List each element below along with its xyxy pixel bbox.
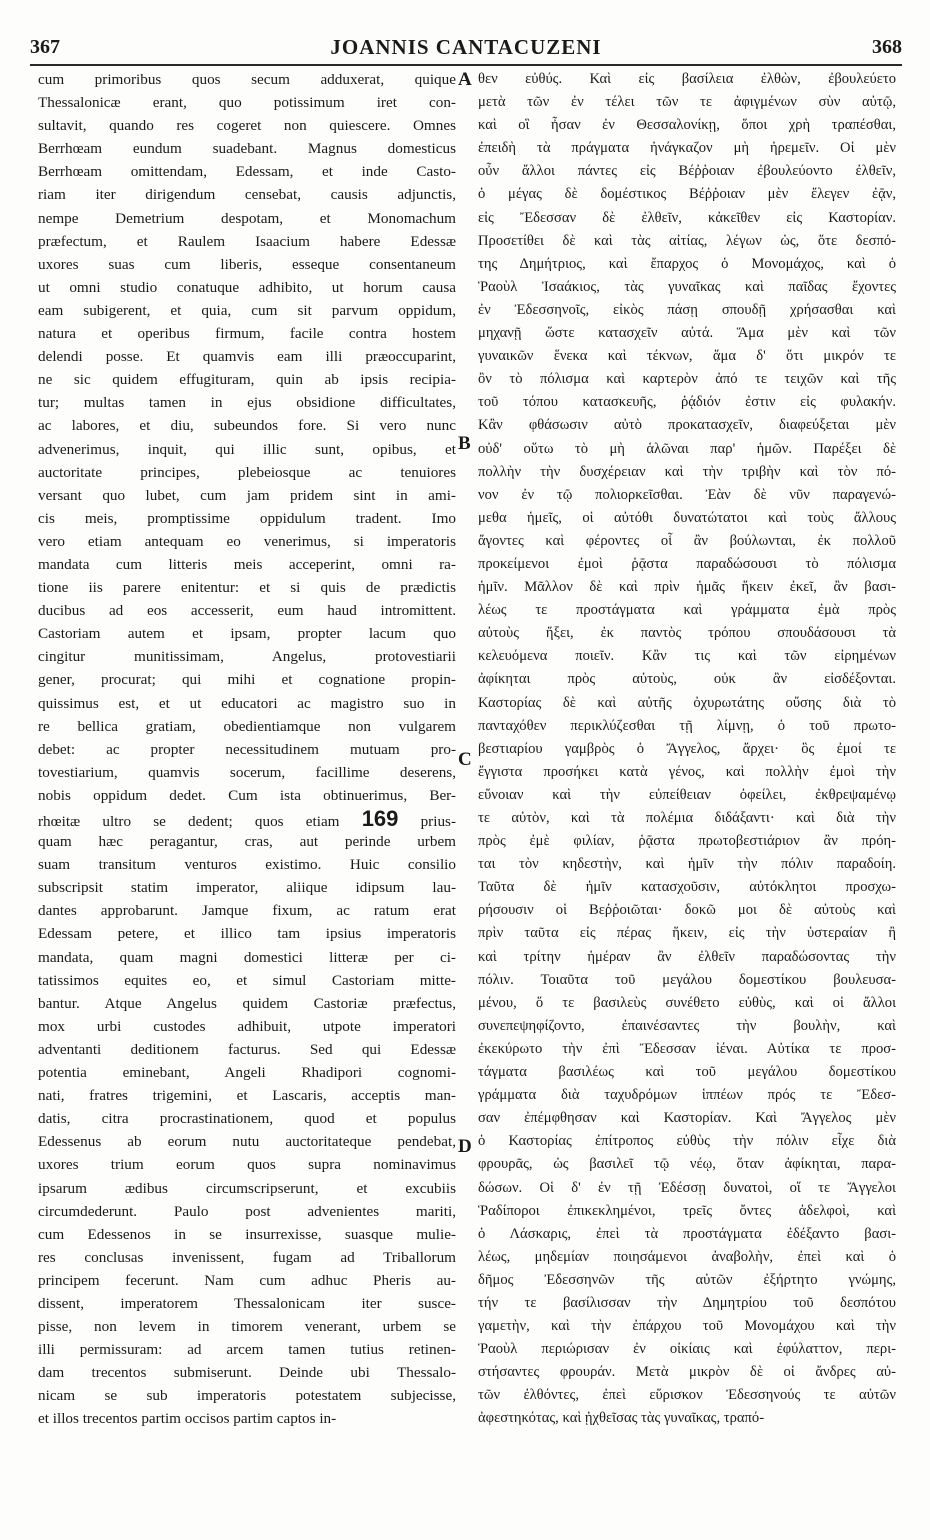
latin-text-line xyxy=(38,1177,456,1200)
latin-line-text: dissent, imperatorem Thessalonicam iter susce- xyxy=(38,1294,456,1312)
left-page-number: 367 xyxy=(30,36,60,58)
greek-text-line xyxy=(478,438,896,461)
latin-text-line xyxy=(38,1153,456,1176)
latin-line-text: præfectum, et Raulem Isaacium habere Edessæ xyxy=(38,232,456,250)
margin-letter-c: C xyxy=(458,749,472,770)
greek-line-text: τῶν ἐλθόντες, ἐπεὶ εὕρισκον Ἐδεσσηνούς τε αὐτῶν xyxy=(478,1387,896,1404)
latin-text-line xyxy=(38,1246,456,1269)
latin-text-line xyxy=(38,1384,456,1407)
latin-line-text: tur; multas tamen in ejus obsidione difficultates, xyxy=(38,394,456,412)
latin-line-text: ipsarum ædibus circumscripserunt, et excubiis xyxy=(38,1179,456,1197)
latin-line-text: auctoritate principes, plebeiosque ac tenuiores xyxy=(38,463,456,481)
greek-text-line xyxy=(478,345,896,368)
latin-line-text: Berrhœam omittendam, Edessam, et inde Casto- xyxy=(38,163,456,181)
greek-text-line xyxy=(478,553,896,576)
latin-line-text: dantes approbarunt. Jamque fixum, ac ratum erat xyxy=(38,902,456,920)
greek-text-line xyxy=(478,68,896,91)
latin-text-line xyxy=(38,276,456,299)
greek-text-line xyxy=(478,1292,896,1315)
margin-letter-b: B xyxy=(458,433,471,454)
latin-line-text: datis, citra procrastinationem, quod et populus xyxy=(38,1110,456,1128)
latin-line-text: sultavit, quando res cogeret non quiescere. Omnes xyxy=(38,117,456,135)
greek-line-text: φρουρᾶς, ὡς βασιλεῖ τῷ νέῳ, ὅταν ἀφίκηται, παρα- xyxy=(478,1156,896,1173)
greek-line-text: Προσετίθει δὲ καὶ τὰς αἰτίας, λέγων ὡς, ὅτε δεσπό- xyxy=(478,232,896,249)
greek-line-text: θεν εὐθύς. Καὶ εἰς βασίλεια ἐλθὼν, ἐβουλεύετο xyxy=(478,71,896,87)
latin-text-line xyxy=(38,1015,456,1038)
greek-text-line xyxy=(478,692,896,715)
latin-column xyxy=(38,68,456,1431)
greek-text-line xyxy=(478,899,896,922)
greek-text-line xyxy=(478,992,896,1015)
latin-line-text: nobis oppidum dedet. Cum ista obtinuerimus, Ber- xyxy=(38,786,456,804)
latin-text-line xyxy=(38,876,456,899)
latin-text-line xyxy=(38,1038,456,1061)
greek-line-text: αὐτοὺς ἥξει, ἐκ παντὸς τρόπου σπουδάσουσι τὰ xyxy=(478,625,896,642)
latin-text-line xyxy=(38,1407,456,1430)
greek-line-text: βεστιαρίου γαμβρὸς ὁ Ἄγγελος, ἄρχει· ὃς ἐμοί τε xyxy=(478,740,896,757)
greek-text-line xyxy=(478,322,896,345)
latin-line-text: cis meis, promptissime oppidulum tradent. Imo xyxy=(38,509,456,527)
greek-line-text: σαν ἐπέμφθησαν καὶ Καστορίαν. Καὶ Ἄγγελος μὲν xyxy=(478,1110,896,1127)
latin-line-text: rhœitæ ultro se dedent; quos etiam xyxy=(38,813,340,830)
latin-text-line xyxy=(38,1200,456,1223)
greek-line-text: ται τὸν κηδεστὴν, καὶ ἡμῖν τὴν πόλιν παραδοίη. xyxy=(478,856,896,873)
latin-text-line xyxy=(38,830,456,853)
greek-text-line xyxy=(478,830,896,853)
latin-text-line xyxy=(38,114,456,137)
latin-text-line xyxy=(38,1130,456,1153)
greek-text-line xyxy=(478,91,896,114)
latin-line-text: mox urbi custodes adhibuit, utpote imperatori xyxy=(38,1017,456,1035)
greek-text-line xyxy=(478,230,896,253)
latin-text-line xyxy=(38,622,456,645)
greek-column xyxy=(478,68,896,1431)
greek-line-text: ἀφεστηκότας, καὶ ᾐχθεῖσας τὰς γυναῖκας, τραπό- xyxy=(478,1410,765,1427)
latin-text-line xyxy=(38,853,456,876)
greek-line-text: πόλιν. Τοιαῦτα τοῦ μεγάλου δομεστίκου βουλευσα- xyxy=(478,971,896,988)
greek-line-text: κελευόμενα ποιεῖν. Κἂν τις καὶ τῶν εἰρημένων xyxy=(478,648,896,665)
greek-line-text: λέως, μηδεμίαν ποιησάμενοι ἀναβολὴν, ἐπεὶ καὶ ὁ xyxy=(478,1248,896,1265)
latin-text-line xyxy=(38,207,456,230)
greek-line-text: νον ἐν τῷ πολιορκεῖσθαι. Ἐὰν δὲ νῦν παραγενώ- xyxy=(478,486,896,503)
latin-line-text: quissimus est, et ut educatori ac magistro suo in xyxy=(38,694,456,712)
greek-text-line xyxy=(478,183,896,206)
latin-text-line xyxy=(38,1315,456,1338)
greek-text-line xyxy=(478,137,896,160)
greek-line-text: ἄγοντες καὶ φέροντες οἷ ἂν βούλωνται, ἐκ πολλοῦ xyxy=(478,532,896,549)
running-header xyxy=(30,32,902,66)
greek-text-line xyxy=(478,530,896,553)
greek-line-text: ρήσουσιν οἱ Βεῤῥοιῶται· δοκῶ μοι δὲ αὐτοὺς καὶ xyxy=(478,902,896,919)
latin-line-text: ac labores, et diu, subeundos fore. Si vero nunc xyxy=(38,417,456,435)
latin-text-line xyxy=(38,668,456,691)
greek-text-line xyxy=(478,414,896,437)
latin-line-text: cum Edessenos in se insurrexisse, suasque mulie- xyxy=(38,1225,456,1243)
greek-line-text: τε αὐτὸν, καὶ τὰ πολέμια διδάξαντι· καὶ διὰ τὴν xyxy=(478,810,896,826)
greek-text-line xyxy=(478,391,896,414)
latin-line-text: advenerimus, inquit, qui illic sunt, opibus, et xyxy=(38,440,456,458)
greek-line-text: τήν τε βασίλισσαν τὴν Δημητρίου τοῦ δεσπότου xyxy=(478,1294,896,1311)
latin-line-text: principem fecerunt. Nam cum adhuc Pheris au- xyxy=(38,1271,456,1289)
latin-line-text: illi permissuram: ad arcem tamen tutius retinen- xyxy=(38,1341,456,1359)
greek-text-line xyxy=(478,668,896,691)
greek-line-text: μεθα ἡμεῖς, οἱ αὐτόθι δυνατώτατοι καὶ τοὺς ἄλλους xyxy=(478,509,896,526)
greek-text-line xyxy=(478,484,896,507)
greek-text-line xyxy=(478,1130,896,1153)
latin-line-text: subscripsit statim imperator, aliique idipsum lau- xyxy=(38,879,456,897)
latin-text-line xyxy=(38,784,456,807)
latin-line-text: ut omni studio conatuque adhibito, ut horum causa xyxy=(38,278,456,296)
greek-line-text: δῆμος Ἐδεσσηνῶν τῆς αὐτῶν ἐξήρτητο γνώμης, xyxy=(478,1271,896,1288)
greek-text-line xyxy=(478,761,896,784)
latin-text-line xyxy=(38,160,456,183)
greek-text-line xyxy=(478,160,896,183)
latin-line-text: tione iis parere enitentur: et si quis de prædictis xyxy=(38,579,456,597)
header-rule xyxy=(30,64,902,66)
latin-line-text: re bellica gratiam, obedientiamque non vulgarem xyxy=(38,717,456,735)
greek-line-text: ὁ Καστορίας ἐπίτροπος εὐθὺς τὴν πόλιν εἶχε διὰ xyxy=(478,1133,896,1150)
greek-line-text: ἐπειδὴ τὰ πράγματα ἠνάγκαζον μὴ ἠρεμεῖν. Οἱ μὲν xyxy=(478,140,896,157)
margin-letter-a: A xyxy=(458,69,472,90)
greek-line-text: ἐκεκύρωτο τὴν ἐπὶ Ἔδεσσαν ἰέναι. Αὐτίκα τε προσ- xyxy=(478,1040,896,1057)
latin-line-text: Edessenus ab eorum nutu auctoritateque pendebat, xyxy=(38,1133,456,1151)
greek-text-line xyxy=(478,1269,896,1292)
greek-line-text: γαμετὴν, καὶ τὴν ἐπάρχου τοῦ Μονομάχου καὶ τὴν xyxy=(478,1318,896,1335)
greek-text-line xyxy=(478,922,896,945)
latin-line-text: natura et operibus firmum, facile contra hostem xyxy=(38,325,456,343)
greek-text-line xyxy=(478,853,896,876)
greek-text-line xyxy=(478,1061,896,1084)
latin-text-line xyxy=(38,553,456,576)
latin-text-line xyxy=(38,183,456,206)
greek-line-text: πολλὴν τὴν δυσχέρειαν καὶ τὴν τριβὴν καὶ τὸν πό- xyxy=(478,463,896,480)
greek-text-line xyxy=(478,253,896,276)
latin-text-line xyxy=(38,992,456,1015)
latin-text-line xyxy=(38,807,456,830)
latin-text-line xyxy=(38,738,456,761)
greek-line-text: συνεπεψηφίζοντο, ἐπαινέσαντες τὴν βουλὴν, καὶ xyxy=(478,1017,896,1034)
latin-line-text: Castoriam autem et ipsam, propter lacum quo xyxy=(38,625,456,643)
latin-text-line xyxy=(38,484,456,507)
greek-line-text: μηχανῇ ὥστε κατασχεῖν αὐτά. Ἅμα μὲν καὶ τῶν xyxy=(478,325,896,342)
greek-text-line xyxy=(478,1177,896,1200)
running-title: JOANNIS CANTACUZENI xyxy=(330,35,602,59)
greek-text-line xyxy=(478,738,896,761)
greek-text-line xyxy=(478,1200,896,1223)
latin-text-line xyxy=(38,645,456,668)
latin-line-text: uxores suas cum liberis, esseque consentaneum xyxy=(38,255,456,273)
greek-line-text: Ῥαοὺλ περιώρισαν ἐν οἰκίαις καὶ ἐφύλαττον, περι- xyxy=(478,1341,896,1358)
latin-line-text: eam subigerent, et quia, cum sit parvum oppidum, xyxy=(38,301,456,319)
latin-line-text: delendi posse. Et quamvis eam illi præoccuparint, xyxy=(38,348,456,366)
latin-line-text: Edessam petere, et illico tam ipsius imperatoris xyxy=(38,925,456,943)
latin-text-line xyxy=(38,1338,456,1361)
latin-text-line xyxy=(38,368,456,391)
greek-text-line xyxy=(478,1384,896,1407)
latin-line-text: cingitur munitissimam, Angelus, protovestiarii xyxy=(38,648,456,666)
latin-line-text: potentia eminebant, Angeli Rhadipori cognomi- xyxy=(38,1064,456,1082)
greek-text-line xyxy=(478,645,896,668)
greek-line-text: Ταῦτα δὲ ἡμῖν κατασχοῦσιν, αὐτόκλητοι προσχω- xyxy=(478,879,896,896)
latin-line-text: tatissimos equites eo, et simul Castoriam mitte- xyxy=(38,971,456,989)
latin-line-text: res conclusas invenissent, fugam ad Triballorum xyxy=(38,1248,456,1266)
greek-text-line xyxy=(478,1038,896,1061)
greek-text-line xyxy=(478,368,896,391)
latin-text-line xyxy=(38,1084,456,1107)
greek-text-line xyxy=(478,946,896,969)
latin-line-text: nati, fratres trigemini, et Lascaris, acceptis man- xyxy=(38,1087,456,1105)
latin-line-text: vero etiam antequam eo venerimus, si imperatoris xyxy=(38,532,456,550)
latin-text-line xyxy=(38,91,456,114)
latin-line-text: adventanti deditionem facturus. Sed qui Edessæ xyxy=(38,1040,456,1058)
greek-text-line xyxy=(478,299,896,322)
latin-line-text: debet: ac propter necessitudinem mutuam pro- xyxy=(38,740,456,758)
greek-line-text: ὁ μέγας δὲ δομέστικος Βέῤῥοιαν μὲν ἔλεγεν ἐᾷν, xyxy=(478,186,896,203)
greek-line-text: της Δημήτριος, καὶ ἔπαρχος ὁ Μονομάχος, καὶ ὁ xyxy=(478,255,896,272)
greek-text-line xyxy=(478,1338,896,1361)
right-page-number: 368 xyxy=(872,36,902,58)
greek-line-text: πρὸς ἐμὲ φιλίαν, ῥᾷστα πρωτοβεστιάριον ἂν πρόη- xyxy=(478,833,896,850)
greek-line-text: οὖν ἄλλοι πάντες εἰς Βέῤῥοιαν ἐβουλεύοντο ἐλθεῖν, xyxy=(478,163,896,180)
latin-text-line xyxy=(38,68,456,91)
latin-text-line xyxy=(38,922,456,945)
latin-line-suffix: prius- xyxy=(420,813,456,830)
latin-text-line xyxy=(38,1107,456,1130)
latin-text-line xyxy=(38,946,456,969)
greek-text-line xyxy=(478,114,896,137)
latin-line-text: bantur. Atque Angelus quidem Castoriæ præfectus, xyxy=(38,994,456,1012)
greek-line-text: Ῥαοὺλ Ἰσαάκιος, τὰς γυναῖκας καὶ παῖδας ἔχοντες xyxy=(478,278,896,295)
greek-text-line xyxy=(478,969,896,992)
latin-line-text: pisse, non levem in timorem venerant, urbem se xyxy=(38,1318,456,1336)
folio-mark: 169 xyxy=(361,807,399,831)
latin-line-text: Berrhœam eundum suadebant. Magnus domesticus xyxy=(38,140,456,158)
greek-text-line xyxy=(478,599,896,622)
greek-text-line xyxy=(478,1361,896,1384)
latin-text-line xyxy=(38,438,456,461)
latin-line-text: quam hæc peragantur, cras, aut perinde urbem xyxy=(38,833,456,851)
latin-text-line xyxy=(38,899,456,922)
greek-line-text: οὐδ' οὕτω τὸ μὴ ἁλῶναι παρ' ἡμῶν. Παρέξει δὲ xyxy=(478,440,896,457)
latin-text-line xyxy=(38,761,456,784)
greek-line-text: καὶ τρίτην ἡμέραν ἂν ἐλθεῖν παραδώσοντας τὴν xyxy=(478,948,896,965)
latin-line-text: uxores trium eorum quos supra nominavimus xyxy=(38,1156,456,1174)
greek-text-line xyxy=(478,1107,896,1130)
latin-line-text: et illos trecentos partim occisos partim captos in- xyxy=(38,1410,337,1428)
greek-text-line xyxy=(478,1407,896,1430)
greek-line-text: πανταχόθεν περικλύζεσθαι τῇ λίμνῃ, ὁ τοῦ πρωτο- xyxy=(478,717,896,734)
latin-text-line xyxy=(38,1292,456,1315)
latin-text-line xyxy=(38,1361,456,1384)
latin-text-line xyxy=(38,1061,456,1084)
latin-text-line xyxy=(38,322,456,345)
latin-line-text: riam iter dirigendum censebat, causis adjunctis, xyxy=(38,186,456,204)
greek-line-text: ἀφίκηται πρὸς αὐτοὺς, οὐκ ἂν εἰσδέξονται. xyxy=(478,671,896,688)
latin-text-line xyxy=(38,576,456,599)
latin-line-text: nicam se sub imperatoris potestatem subjecisse, xyxy=(38,1387,456,1405)
greek-text-line xyxy=(478,1223,896,1246)
greek-text-line xyxy=(478,207,896,230)
greek-text-line xyxy=(478,876,896,899)
latin-text-line xyxy=(38,299,456,322)
latin-line-text: ducibus ad eos accesserit, eum haud intromittent. xyxy=(38,602,456,620)
latin-text-line xyxy=(38,1223,456,1246)
greek-text-line xyxy=(478,715,896,738)
latin-line-text: gener, procurat; qui mihi et cognatione propin- xyxy=(38,671,456,689)
greek-line-text: ὂν τὸ πόλισμα καὶ καρτερὸν ἀπό τε τειχῶν καὶ τῆς xyxy=(478,371,896,388)
greek-line-text: γράμματα διὰ ταχυδρόμων ἱππέων πρός τε Ἔδεσ- xyxy=(478,1087,896,1104)
greek-line-text: ἡμῖν. Μᾶλλον δὲ καὶ πρὶν ἡμᾶς ἥκειν ἐκεῖ, ἂν βασι- xyxy=(478,579,896,596)
latin-text-line xyxy=(38,137,456,160)
latin-line-text: nempe Demetrium despotam, et Monomachum xyxy=(38,209,456,227)
greek-text-line xyxy=(478,1153,896,1176)
greek-text-line xyxy=(478,461,896,484)
greek-line-text: ὁ Λάσκαρις, ἐπεὶ τὰ προστάγματα ἐδέξαντο βασι- xyxy=(478,1225,896,1242)
greek-line-text: λέως τε προστάγματα καὶ γράμματα ἐμὰ πρὸς xyxy=(478,602,896,619)
latin-line-text: Thessalonicæ erant, quo potissimum iret con- xyxy=(38,94,456,112)
greek-text-line xyxy=(478,1015,896,1038)
greek-line-text: προκείμενοι ἐμοὶ ῥᾷστα παραδώσουσι τὸ πόλισμα xyxy=(478,555,896,572)
greek-line-text: εἰς Ἔδεσσαν δὲ ἐλθεῖν, κἀκεῖθεν εἰς Καστορίαν. xyxy=(478,209,896,226)
latin-text-line xyxy=(38,507,456,530)
greek-line-text: τοῦ τόπου κατασκευῆς, ῥᾴδιόν ἐστιν εἰς φυλακήν. xyxy=(478,394,896,411)
latin-line-text: suam transitum venturos existimo. Huic consilio xyxy=(38,856,456,874)
latin-line-text: ne sic quidem effugituram, quin ab ipsis recipia- xyxy=(38,371,456,389)
latin-text-line xyxy=(38,1269,456,1292)
latin-text-line xyxy=(38,253,456,276)
latin-text-line xyxy=(38,715,456,738)
latin-text-line xyxy=(38,414,456,437)
latin-text-line xyxy=(38,345,456,368)
latin-line-text: dam trecentos submiserunt. Deinde ubi Thessalo- xyxy=(38,1364,456,1382)
greek-text-line xyxy=(478,576,896,599)
latin-text-line xyxy=(38,599,456,622)
greek-text-line xyxy=(478,1315,896,1338)
greek-line-text: Ῥαδίποροι ἐπικεκλημένοι, τρεῖς ὄντες ἀδελφοὶ, καὶ xyxy=(478,1202,896,1219)
greek-line-text: πρὶν ταῦτα εἰς πέρας ἥκειν, εἰς τὴν ὑστεραίαν ἢ xyxy=(478,925,896,942)
latin-text-line xyxy=(38,230,456,253)
greek-line-text: Καστορίας δὲ καὶ αὐτῆς ὀχυρωτάτης οὔσης διὰ τὸ xyxy=(478,694,896,711)
greek-text-line xyxy=(478,784,896,807)
greek-text-line xyxy=(478,507,896,530)
greek-line-text: στήσαντες φρουράν. Μετὰ μικρὸν δὲ οἱ ἄνδρες αὐ- xyxy=(478,1364,896,1381)
greek-line-text: Κἂν φθάσωσιν αὐτὸ προκατασχεῖν, διαφεύξεται μὲν xyxy=(478,417,896,434)
latin-text-line xyxy=(38,391,456,414)
latin-text-line xyxy=(38,969,456,992)
greek-line-text: εὔνοιαν καὶ τὴν εὐπείθειαν ὀφείλει, ἐκθρεψαμένῳ xyxy=(478,786,896,803)
latin-line-text: tovestiarium, quamvis socerum, facillime deserens, xyxy=(38,763,456,781)
greek-text-line xyxy=(478,622,896,645)
latin-text-line xyxy=(38,530,456,553)
greek-text-line xyxy=(478,1084,896,1107)
greek-line-text: ἐν Ἐδεσσηνοῖς, εἰκὸς πάσῃ σπουδῇ χρήσασθαι καὶ xyxy=(478,301,896,318)
greek-text-line xyxy=(478,276,896,299)
latin-text-line xyxy=(38,461,456,484)
greek-line-text: δώσων. Οἱ δ' ἐν τῇ Ἐδέσσῃ δυνατοὶ, οἵ τε Ἄγγελοι xyxy=(478,1179,896,1196)
greek-line-text: μετὰ τῶν ἐν τέλει τῶν τε ἀφιγμένων σὺν αὐτῷ, xyxy=(478,94,896,111)
latin-line-text: circumdederunt. Paulo post advenientes mariti, xyxy=(38,1202,456,1220)
latin-line-text: versant quo lubet, cum jam pridem sint in ami- xyxy=(38,486,456,504)
latin-line-text: mandata cum litteris meis acceperint, omni ra- xyxy=(38,555,456,573)
latin-line-text: mandata, quam magni domestici litteræ per ci- xyxy=(38,948,456,966)
greek-line-text: μένου, ὅ τε βασιλεὺς συνέθετο εὐθὺς, καὶ οἱ ἄλλοι xyxy=(478,994,896,1011)
greek-line-text: ἔγγιστα προσήκει κατὰ γένος, καὶ πολλὴν ἐμοὶ τὴν xyxy=(478,763,896,780)
greek-text-line xyxy=(478,1246,896,1269)
greek-line-text: καὶ οἳ ἦσαν ἐν Θεσσαλονίκῃ, ὅποι χρὴ τραπέσθαι, xyxy=(478,117,896,134)
margin-letter-d: D xyxy=(458,1136,472,1157)
greek-text-line xyxy=(478,807,896,830)
latin-line-text: cum primoribus quos secum adduxerat, quique xyxy=(38,71,456,88)
latin-text-line xyxy=(38,692,456,715)
greek-line-text: τάγματα βασιλέως καὶ τοῦ μεγάλου δομεστίκου xyxy=(478,1064,896,1081)
greek-line-text: γυναικῶν ἕνεκα καὶ τέκνων, ἅμα δ' ὅτι μικρόν τε xyxy=(478,348,896,365)
